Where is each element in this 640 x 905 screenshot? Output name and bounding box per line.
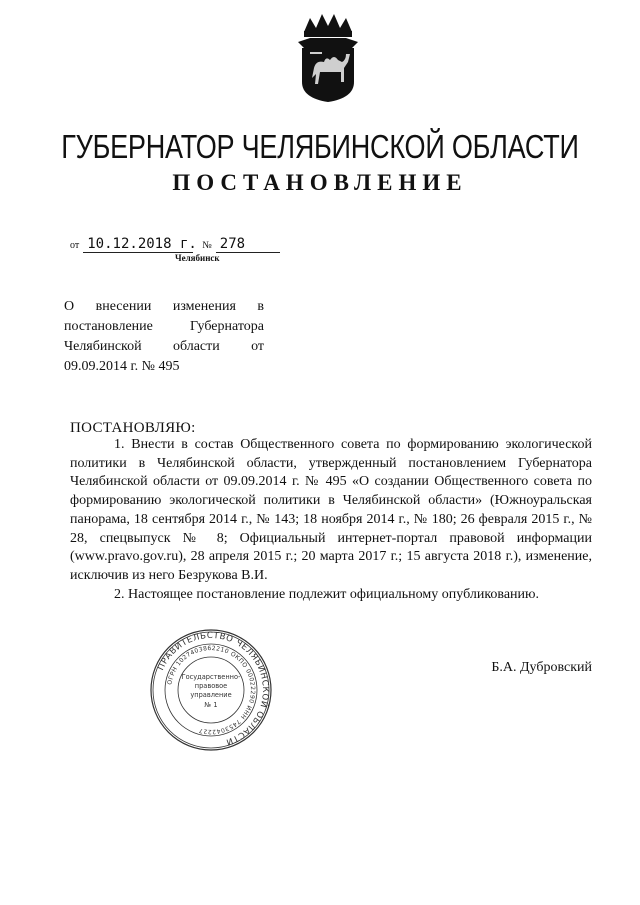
stamp-inner-line-4: № 1 <box>204 701 218 709</box>
stamp-inner-line-2: правовое <box>194 682 228 690</box>
date-number-line <box>70 236 280 253</box>
paragraph-2: 2. Настоящее постановление подлежит официальному опубликованию. <box>114 586 539 602</box>
official-round-stamp-icon <box>148 627 274 753</box>
stamp-inner-line-3: управление <box>190 691 232 699</box>
decree-heading: ПОСТАНОВЛЯЮ: <box>70 420 196 436</box>
stamp-outer-text: ПРАВИТЕЛЬСТВО ЧЕЛЯБИНСКОЙ ОБЛАСТИ <box>156 630 271 747</box>
document-subject: О внесении изменения в постановление Губернатора Челябинской области от 09.09.2014 г. № 495 <box>64 299 264 374</box>
document-type: ПОСТАНОВЛЕНИЕ <box>172 170 468 195</box>
city: Челябинск <box>175 253 220 263</box>
number-prefix: № <box>202 240 212 251</box>
paragraph-1: 1. Внести в состав Общественного совета по формированию экологической политики в Челябинской области, утвержденный постановлением Губернатора Челябинской области от 09.09.2014 г. № 495 «О создании Общественного совета по формированию экологической политики в Челябинской области» (Южноуральская панорама, 18 сентября 2014 г., № 143; 18 ноября 2014 г., № 180; 26 февраля 2015 г., № 28, спецвыпуск № 8; Официальный интернет-портал правовой информации (www.pravo.gov.ru), 28 апреля 2015 г.; 20 марта 2017 г.; 15 августа 2018 г.), изменение, исключив из него Безрукова В.И. <box>70 437 592 583</box>
signatory-name: Б.А. Дубровский <box>491 660 592 675</box>
stamp-inner-line-1: Государственно- <box>181 673 241 681</box>
page-title: ГУБЕРНАТОР ЧЕЛЯБИНСКОЙ ОБЛАСТИ <box>61 128 579 165</box>
stamp-codes: ОГРН 1027403862210 ОКПО 00022290 ИНН 7453042227 <box>166 644 257 736</box>
chelyabinsk-coat-of-arms-icon <box>296 12 360 104</box>
document-number: 278 <box>216 236 280 253</box>
document-body <box>70 436 592 604</box>
date-prefix: от <box>70 240 80 251</box>
document-date: 10.12.2018 г. <box>83 236 193 253</box>
